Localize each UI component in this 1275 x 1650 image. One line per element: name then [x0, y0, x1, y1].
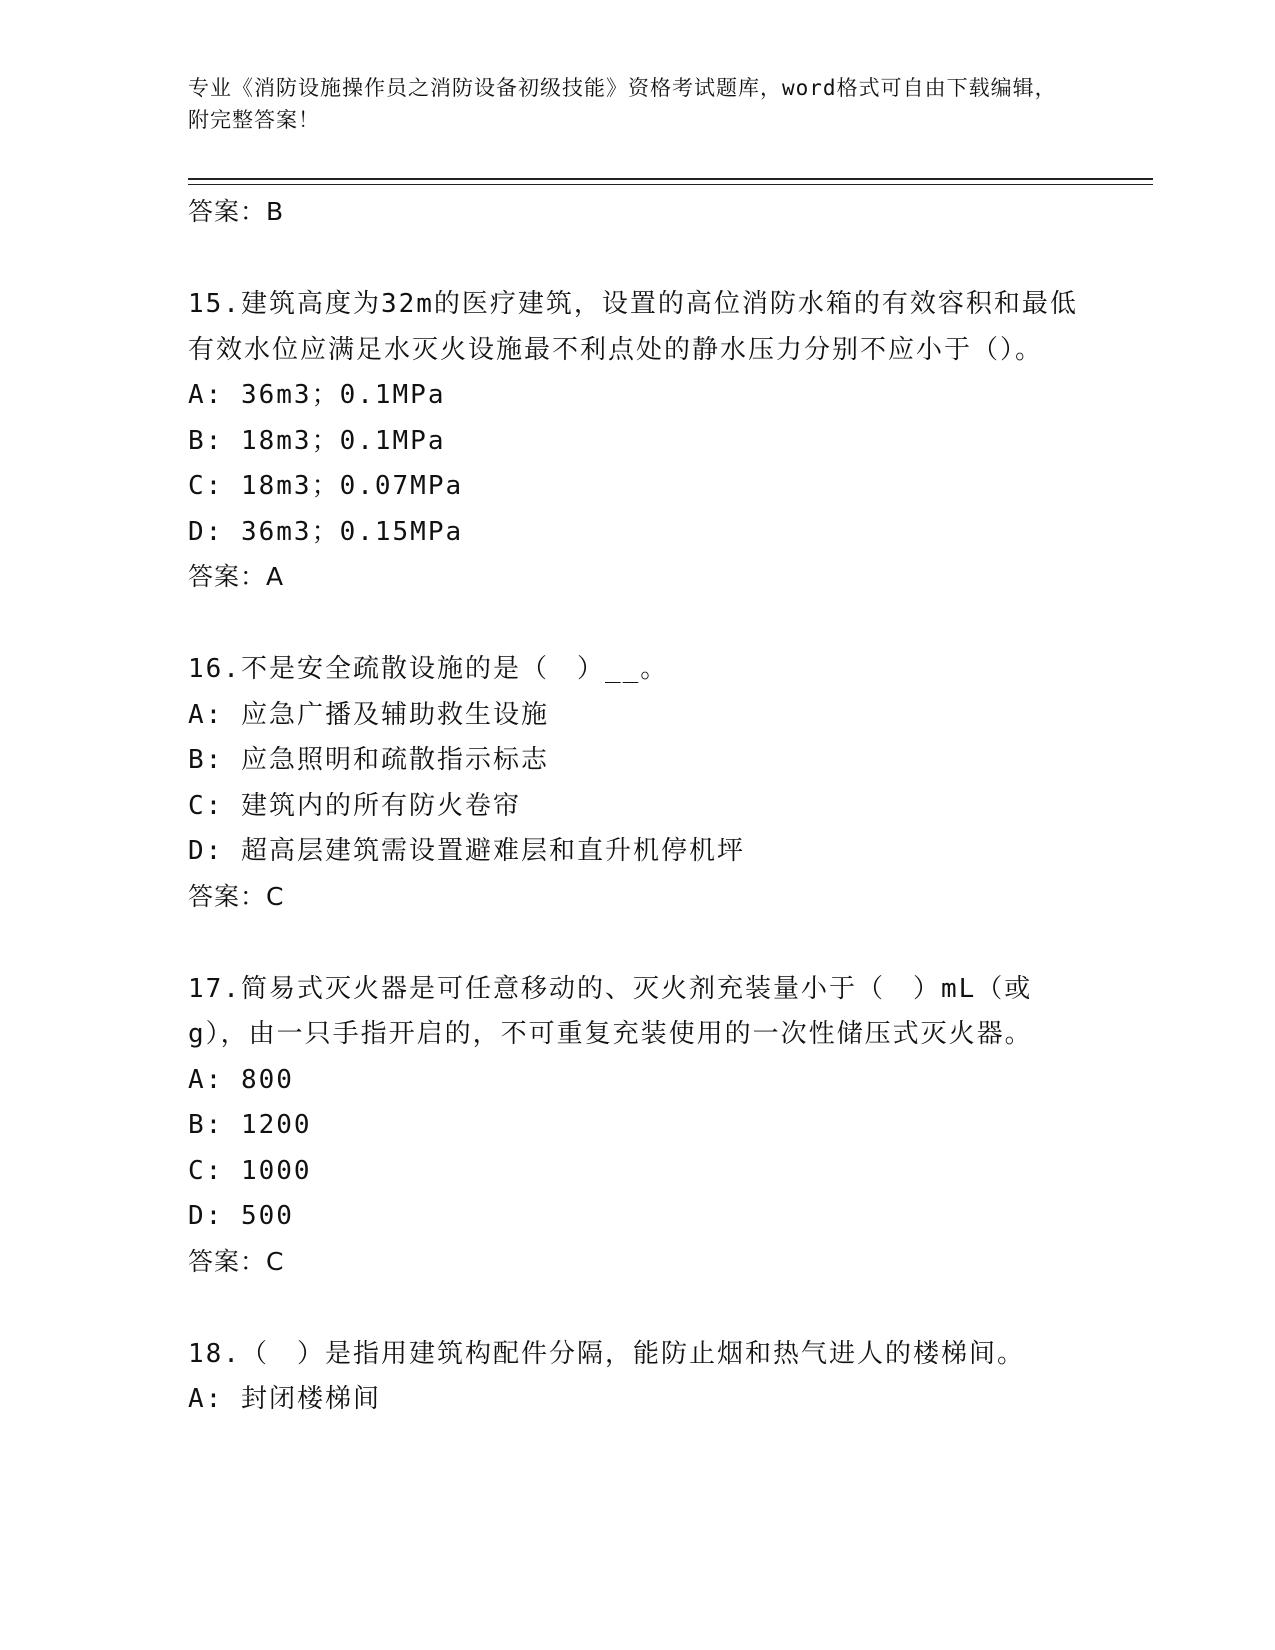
- option-a: A: 36m3；0.1MPa: [188, 380, 446, 410]
- question-15: [188, 282, 1088, 599]
- question-stem: 18.（ ）是指用建筑构配件分隔，能防止烟和热气进人的楼梯间。: [188, 1338, 1025, 1369]
- option-a: A: 800: [188, 1064, 294, 1095]
- option-b: B: 18m3；0.1MPa: [188, 425, 446, 456]
- header-divider-thick: [188, 178, 1153, 180]
- answer-line: 答案：C: [188, 1246, 285, 1276]
- header-divider-thin: [188, 184, 1153, 185]
- option-d: D: 36m3；0.15MPa: [188, 516, 464, 547]
- question-list: [188, 190, 1088, 1423]
- question-16: [188, 647, 1088, 919]
- answer-line: 答案：C: [188, 881, 285, 911]
- option-c: C: 18m3；0.07MPa: [188, 471, 464, 501]
- option-a: A: 封闭楼梯间: [188, 1384, 381, 1414]
- option-c: C: 1000: [188, 1155, 312, 1186]
- option-b: B: 1200: [188, 1110, 312, 1140]
- question-stem: 15.建筑高度为32m的医疗建筑，设置的高位消防水箱的有效容积和最低有效水位应满足水灭火设施最不利点处的静水压力分别不应小于（）。: [188, 289, 1078, 365]
- answer-line: 答案：B: [188, 197, 285, 226]
- question-18: [188, 1332, 1088, 1423]
- option-d: D: 500: [188, 1201, 294, 1231]
- answer-line: 答案：A: [188, 562, 285, 591]
- option-a: A: 应急广播及辅助救生设施: [188, 699, 549, 730]
- option-d: D: 超高层建筑需设置避难层和直升机停机坪: [188, 836, 745, 866]
- question-stem: 17.简易式灭火器是可任意移动的、灭火剂充装量小于（ ）mL（或g），由一只手指开启的，不可重复充装使用的一次性储压式灭火器。: [188, 973, 1033, 1049]
- question-stem: 16.不是安全疏散设施的是（ ）__。: [188, 654, 669, 684]
- option-c: C: 建筑内的所有防火卷帘: [188, 790, 521, 821]
- page-header: 专业《消防设施操作员之消防设备初级技能》资格考试题库，word格式可自由下载编辑，附完整答案！: [188, 76, 1057, 132]
- question-17: [188, 967, 1088, 1284]
- option-b: B: 应急照明和疏散指示标志: [188, 745, 549, 775]
